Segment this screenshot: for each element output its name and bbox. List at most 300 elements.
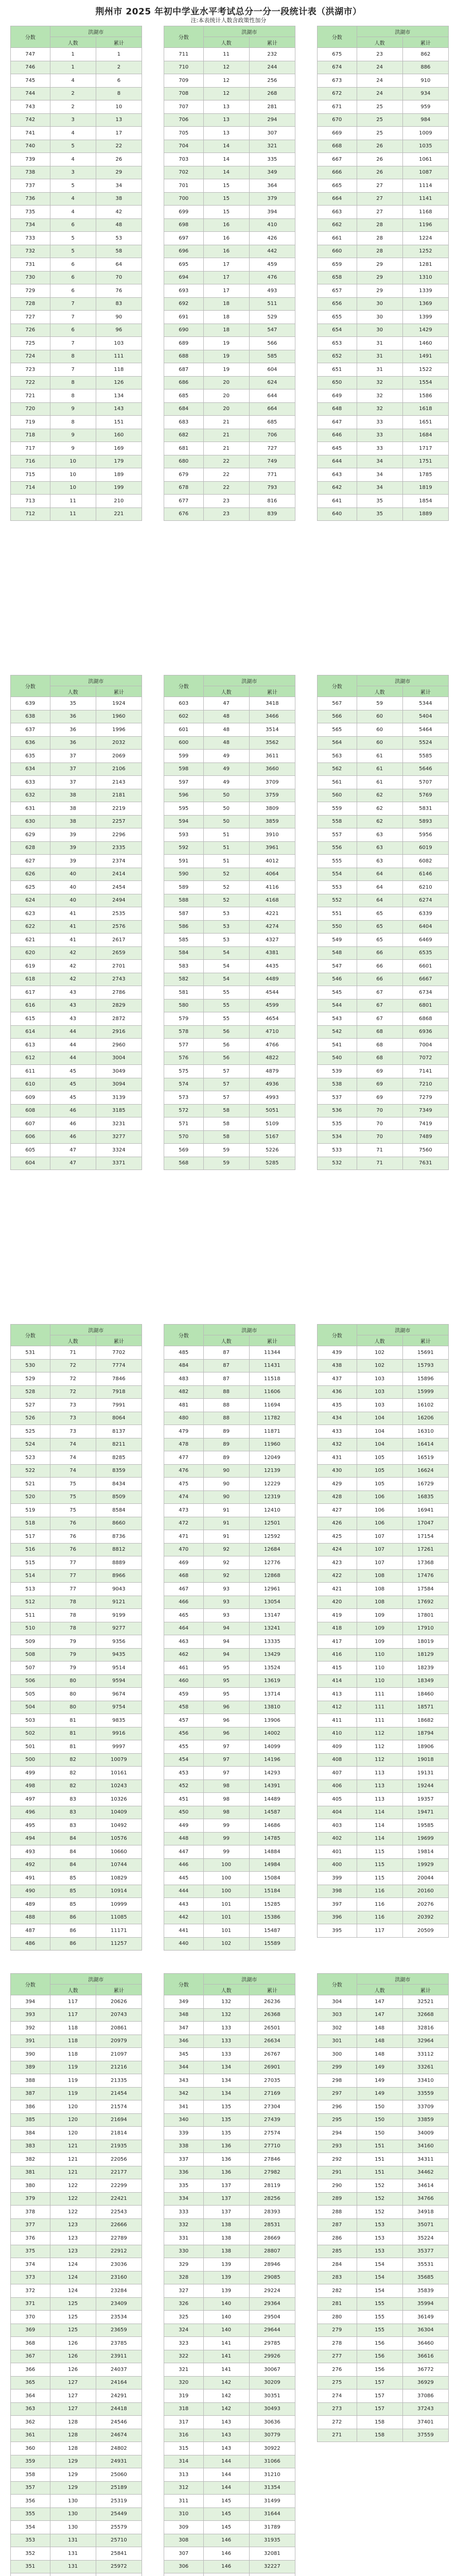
cumulative-cell: 934 — [402, 87, 448, 100]
count-cell: 112 — [357, 1727, 402, 1740]
table-row — [318, 2166, 449, 2179]
count-cell: 149 — [357, 2061, 402, 2074]
count-cell: 72 — [50, 1372, 96, 1386]
score-cell: 605 — [11, 1144, 50, 1157]
count-header: 人数 — [357, 1335, 402, 1346]
score-cell: 714 — [11, 481, 50, 495]
cumulative-cell: 232 — [249, 48, 295, 61]
count-cell: 32 — [357, 402, 402, 416]
table-row — [164, 1039, 295, 1052]
cumulative-cell: 3418 — [249, 697, 295, 710]
score-cell: 306 — [164, 2560, 204, 2573]
cumulative-cell: 442 — [249, 245, 295, 258]
score-cell: 636 — [11, 736, 50, 750]
score-cell: 405 — [318, 1793, 357, 1806]
count-cell: 133 — [203, 2035, 249, 2048]
score-cell: 411 — [318, 1714, 357, 1727]
table-row — [164, 2521, 295, 2534]
table-row — [11, 271, 142, 284]
score-cell: 584 — [164, 946, 204, 960]
score-cell: 442 — [164, 1911, 204, 1924]
count-cell: 107 — [357, 1530, 402, 1544]
score-cell: 679 — [164, 468, 204, 482]
cumulative-cell: 17047 — [402, 1517, 448, 1530]
score-cell: 659 — [318, 258, 357, 272]
table-row — [164, 1052, 295, 1065]
table-row — [11, 1144, 142, 1157]
cumulative-cell: 1996 — [96, 723, 142, 737]
cumulative-cell: 28393 — [249, 2206, 295, 2219]
count-cell: 20 — [203, 402, 249, 416]
score-cell: 552 — [318, 894, 357, 907]
table-row — [164, 1451, 295, 1465]
table-row — [11, 2166, 142, 2179]
count-cell: 129 — [50, 2481, 96, 2495]
score-cell: 398 — [318, 1885, 357, 1898]
count-cell: 67 — [357, 986, 402, 999]
table-row — [164, 258, 295, 272]
table-row — [164, 2048, 295, 2061]
table-row — [164, 2258, 295, 2272]
table-row — [11, 206, 142, 219]
table-row — [318, 271, 449, 284]
count-cell: 124 — [50, 2271, 96, 2284]
table-row — [318, 402, 449, 416]
score-cell: 352 — [11, 2547, 50, 2561]
table-row — [11, 802, 142, 816]
table-row — [164, 495, 295, 508]
count-cell: 24 — [357, 74, 402, 88]
cumulative-cell: 14489 — [249, 1793, 295, 1806]
count-cell: 43 — [50, 986, 96, 999]
score-cell: 553 — [318, 881, 357, 894]
count-cell: 87 — [203, 1346, 249, 1360]
cumulative-cell: 2617 — [96, 934, 142, 947]
cumulative-cell: 10326 — [96, 1793, 142, 1806]
count-cell: 41 — [50, 907, 96, 921]
cumulative-cell: 21454 — [96, 2087, 142, 2100]
cumulative-cell: 29085 — [249, 2271, 295, 2284]
cumulative-cell: 19471 — [402, 1806, 448, 1819]
cumulative-cell: 2069 — [96, 750, 142, 763]
cumulative-cell: 30493 — [249, 2402, 295, 2416]
score-header: 分数 — [164, 675, 204, 697]
score-cell: 665 — [318, 179, 357, 193]
table-row — [164, 416, 295, 429]
table-row — [11, 192, 142, 206]
score-cell: 493 — [11, 1845, 50, 1859]
count-header: 人数 — [50, 1335, 96, 1346]
cumulative-header: 累计 — [249, 1335, 295, 1346]
cumulative-header: 累计 — [402, 1335, 448, 1346]
table-row — [11, 2376, 142, 2389]
score-cell: 682 — [164, 429, 204, 442]
table-row — [318, 2140, 449, 2153]
score-cell: 512 — [11, 1596, 50, 1609]
count-cell: 156 — [357, 2363, 402, 2377]
score-cell: 426 — [318, 1517, 357, 1530]
score-cell: 369 — [11, 2324, 50, 2337]
score-cell: 376 — [11, 2232, 50, 2245]
score-cell: 296 — [318, 2100, 357, 2114]
cumulative-cell: 96 — [96, 324, 142, 337]
count-cell: 23 — [203, 507, 249, 521]
score-cell: 706 — [164, 113, 204, 127]
cumulative-cell: 36616 — [402, 2350, 448, 2363]
count-cell: 47 — [203, 697, 249, 710]
cumulative-cell: 585 — [249, 350, 295, 363]
count-cell: 29 — [357, 284, 402, 298]
cumulative-cell: 21935 — [96, 2140, 142, 2153]
page-title: 荆州市 2025 年初中学业水平考试总分一分一段统计表（洪湖市） — [95, 7, 362, 17]
score-cell: 385 — [11, 2113, 50, 2127]
cumulative-cell: 23785 — [96, 2337, 142, 2350]
score-cell: 626 — [11, 868, 50, 881]
table-row — [11, 2402, 142, 2416]
count-cell: 100 — [203, 1885, 249, 1898]
count-cell: 65 — [357, 920, 402, 934]
score-cell: 623 — [11, 907, 50, 921]
table-row — [164, 2455, 295, 2468]
table-row — [164, 815, 295, 828]
cumulative-cell: 11960 — [249, 1438, 295, 1451]
table-row — [164, 2468, 295, 2482]
count-cell: 8 — [50, 376, 96, 389]
table-row — [164, 1078, 295, 1091]
score-cell: 479 — [164, 1425, 204, 1438]
cumulative-cell: 18794 — [402, 1727, 448, 1740]
score-cell: 739 — [11, 153, 50, 166]
table-row — [164, 868, 295, 881]
count-cell: 76 — [50, 1530, 96, 1544]
count-cell: 63 — [357, 841, 402, 855]
count-cell: 44 — [50, 1052, 96, 1065]
count-cell: 18 — [203, 324, 249, 337]
score-cell: 694 — [164, 271, 204, 284]
count-cell: 4 — [50, 127, 96, 140]
table-row — [318, 1995, 449, 2009]
cumulative-cell: 7991 — [96, 1399, 142, 1412]
score-cell: 394 — [11, 1995, 50, 2009]
count-cell: 146 — [203, 2534, 249, 2547]
score-cell: 429 — [318, 1478, 357, 1491]
count-cell: 145 — [203, 2521, 249, 2534]
table-row — [164, 946, 295, 960]
count-cell: 134 — [203, 2074, 249, 2088]
table-row — [164, 507, 295, 521]
cumulative-cell: 31354 — [249, 2481, 295, 2495]
cumulative-cell: 2701 — [96, 960, 142, 973]
score-cell: 378 — [11, 2206, 50, 2219]
cumulative-cell: 27035 — [249, 2074, 295, 2088]
cumulative-cell: 24037 — [96, 2363, 142, 2377]
count-cell: 91 — [203, 1504, 249, 1517]
count-cell: 117 — [50, 1995, 96, 2009]
score-cell: 742 — [11, 113, 50, 127]
table-row — [11, 1130, 142, 1144]
table-row — [318, 442, 449, 455]
count-cell: 152 — [357, 2192, 402, 2206]
table-row — [11, 946, 142, 960]
score-cell: 360 — [11, 2442, 50, 2455]
score-cell: 521 — [11, 1478, 50, 1491]
cumulative-cell: 2960 — [96, 1039, 142, 1052]
table-row — [318, 87, 449, 100]
cumulative-cell: 24291 — [96, 2389, 142, 2403]
score-cell: 687 — [164, 363, 204, 377]
table-row — [164, 2061, 295, 2074]
cumulative-cell: 6274 — [402, 894, 448, 907]
count-cell: 116 — [357, 1898, 402, 1911]
cumulative-cell: 33709 — [402, 2100, 448, 2114]
count-cell: 91 — [203, 1530, 249, 1544]
count-cell: 16 — [203, 232, 249, 245]
count-cell: 126 — [50, 2337, 96, 2350]
table-row — [318, 1144, 449, 1157]
cumulative-cell: 1399 — [402, 311, 448, 324]
cumulative-cell: 566 — [249, 337, 295, 350]
score-cell: 324 — [164, 2324, 204, 2337]
count-cell: 56 — [203, 1052, 249, 1065]
cumulative-cell: 160 — [96, 429, 142, 442]
score-header: 分数 — [318, 1325, 357, 1346]
table-row — [318, 206, 449, 219]
count-cell: 90 — [203, 1464, 249, 1478]
cumulative-cell: 886 — [402, 61, 448, 74]
cumulative-cell: 244 — [249, 61, 295, 74]
cumulative-cell: 4381 — [249, 946, 295, 960]
score-cell: 482 — [164, 1385, 204, 1399]
count-cell: 103 — [357, 1385, 402, 1399]
table-row — [11, 1819, 142, 1833]
table-row — [164, 2350, 295, 2363]
score-cell: 743 — [11, 100, 50, 114]
table-row — [164, 1858, 295, 1872]
count-cell: 31 — [357, 350, 402, 363]
cumulative-cell: 30779 — [249, 2429, 295, 2442]
score-cell: 502 — [11, 1727, 50, 1740]
table-row — [11, 1530, 142, 1544]
score-cell: 537 — [318, 1091, 357, 1105]
score-table — [164, 26, 295, 521]
table-row — [318, 245, 449, 258]
count-cell: 33 — [357, 416, 402, 429]
table-row — [11, 2218, 142, 2232]
count-cell: 86 — [50, 1937, 96, 1951]
count-cell: 125 — [50, 2324, 96, 2337]
score-cell: 409 — [318, 1740, 357, 1754]
count-cell: 43 — [50, 1012, 96, 1026]
cumulative-cell: 6 — [96, 74, 142, 88]
count-cell: 84 — [50, 1858, 96, 1872]
score-cell: 291 — [318, 2166, 357, 2179]
count-cell: 26 — [357, 140, 402, 153]
table-row — [11, 762, 142, 776]
score-cell: 477 — [164, 1451, 204, 1465]
table-row — [164, 468, 295, 482]
count-cell: 40 — [50, 868, 96, 881]
cumulative-cell: 3371 — [96, 1157, 142, 1170]
score-cell: 393 — [11, 2008, 50, 2022]
cumulative-cell: 3859 — [249, 815, 295, 828]
cumulative-cell: 11694 — [249, 1399, 295, 1412]
cumulative-cell: 8285 — [96, 1451, 142, 1465]
score-cell: 640 — [318, 507, 357, 521]
table-row — [318, 1727, 449, 1740]
score-cell: 302 — [318, 2022, 357, 2035]
score-cell: 507 — [11, 1662, 50, 1675]
count-cell: 30 — [357, 324, 402, 337]
count-cell: 69 — [357, 1078, 402, 1091]
score-cell: 480 — [164, 1412, 204, 1425]
score-cell: 637 — [11, 723, 50, 737]
table-row — [318, 2179, 449, 2193]
count-cell: 85 — [50, 1872, 96, 1885]
table-row — [11, 1674, 142, 1688]
table-row — [318, 1438, 449, 1451]
count-cell: 26 — [357, 153, 402, 166]
table-row — [318, 986, 449, 999]
table-row — [318, 1793, 449, 1806]
cumulative-cell: 111 — [96, 350, 142, 363]
table-row — [164, 2324, 295, 2337]
score-cell: 430 — [318, 1464, 357, 1478]
cumulative-cell: 4544 — [249, 986, 295, 999]
table-row — [11, 363, 142, 377]
score-cell: 622 — [11, 920, 50, 934]
cumulative-cell: 6936 — [402, 1025, 448, 1039]
table-row — [164, 1701, 295, 1714]
table-row — [164, 1924, 295, 1938]
cumulative-cell: 31499 — [249, 2495, 295, 2508]
score-table — [317, 26, 449, 521]
cumulative-cell: 3004 — [96, 1052, 142, 1065]
cumulative-cell: 36929 — [402, 2376, 448, 2389]
score-cell: 392 — [11, 2022, 50, 2035]
score-cell: 661 — [318, 232, 357, 245]
score-cell: 726 — [11, 324, 50, 337]
table-row — [318, 2297, 449, 2311]
count-cell: 63 — [357, 855, 402, 868]
cumulative-cell: 28807 — [249, 2245, 295, 2258]
cumulative-cell: 3049 — [96, 1065, 142, 1078]
table-row — [318, 1065, 449, 1078]
count-cell: 148 — [357, 2048, 402, 2061]
table-row — [11, 960, 142, 973]
cumulative-cell: 10576 — [96, 1832, 142, 1845]
score-cell: 466 — [164, 1596, 204, 1609]
table-row — [318, 815, 449, 828]
cumulative-cell: 3231 — [96, 1117, 142, 1131]
count-cell: 15 — [203, 206, 249, 219]
count-cell: 34 — [357, 481, 402, 495]
cumulative-cell: 10829 — [96, 1872, 142, 1885]
score-cell: 651 — [318, 363, 357, 377]
count-cell: 157 — [357, 2376, 402, 2389]
table-row — [318, 429, 449, 442]
score-cell: 357 — [11, 2481, 50, 2495]
score-cell: 428 — [318, 1490, 357, 1504]
cumulative-cell: 20626 — [96, 1995, 142, 2009]
count-cell: 8 — [50, 389, 96, 403]
score-cell: 721 — [11, 389, 50, 403]
count-cell: 124 — [50, 2284, 96, 2298]
table-row — [318, 218, 449, 232]
table-row — [164, 1425, 295, 1438]
cumulative-cell: 793 — [249, 481, 295, 495]
cumulative-cell: 15691 — [402, 1346, 448, 1360]
count-cell: 46 — [50, 1117, 96, 1131]
table-row — [164, 2297, 295, 2311]
table-row — [318, 762, 449, 776]
cumulative-cell: 379 — [249, 192, 295, 206]
score-cell: 516 — [11, 1543, 50, 1556]
cumulative-cell: 4327 — [249, 934, 295, 947]
score-cell: 668 — [318, 140, 357, 153]
table-row — [164, 1688, 295, 1701]
count-cell: 94 — [203, 1622, 249, 1635]
table-row — [164, 2100, 295, 2114]
cumulative-cell: 7141 — [402, 1065, 448, 1078]
table-row — [11, 1753, 142, 1767]
count-cell: 4 — [50, 192, 96, 206]
count-cell: 49 — [203, 776, 249, 789]
table-row — [11, 2560, 142, 2573]
score-cell: 484 — [164, 1359, 204, 1372]
score-cell: 747 — [11, 48, 50, 61]
score-cell: 303 — [318, 2008, 357, 2022]
table-row — [11, 2442, 142, 2455]
score-cell: 436 — [318, 1385, 357, 1399]
score-cell: 685 — [164, 389, 204, 403]
table-row — [11, 1078, 142, 1091]
table-row — [318, 1157, 449, 1170]
count-cell: 52 — [203, 868, 249, 881]
table-row — [164, 697, 295, 710]
region-header: 洪湖市 — [50, 1325, 142, 1335]
score-cell: 371 — [11, 2297, 50, 2311]
score-cell: 607 — [11, 1117, 50, 1131]
cumulative-cell: 3324 — [96, 1144, 142, 1157]
score-header: 分数 — [318, 1974, 357, 1995]
cumulative-cell: 18906 — [402, 1740, 448, 1754]
score-cell: 717 — [11, 442, 50, 455]
cumulative-cell: 1281 — [402, 258, 448, 272]
cumulative-cell: 910 — [402, 74, 448, 88]
cumulative-cell: 6339 — [402, 907, 448, 921]
cumulative-cell: 14293 — [249, 1767, 295, 1780]
score-cell: 609 — [11, 1091, 50, 1105]
cumulative-cell: 16102 — [402, 1399, 448, 1412]
cumulative-header: 累计 — [96, 37, 142, 48]
count-cell: 99 — [203, 1832, 249, 1845]
cumulative-cell: 36304 — [402, 2324, 448, 2337]
count-cell: 92 — [203, 1556, 249, 1570]
cumulative-cell: 727 — [249, 442, 295, 455]
table-row — [164, 2429, 295, 2442]
cumulative-cell: 2494 — [96, 894, 142, 907]
count-cell: 117 — [50, 2008, 96, 2022]
cumulative-cell: 25841 — [96, 2547, 142, 2561]
cumulative-cell: 3910 — [249, 828, 295, 842]
table-row — [318, 140, 449, 153]
table-row — [11, 1346, 142, 1360]
score-cell: 562 — [318, 762, 357, 776]
table-row — [164, 2547, 295, 2561]
score-cell: 471 — [164, 1530, 204, 1544]
cumulative-cell: 1751 — [402, 455, 448, 468]
score-table — [164, 675, 295, 1170]
